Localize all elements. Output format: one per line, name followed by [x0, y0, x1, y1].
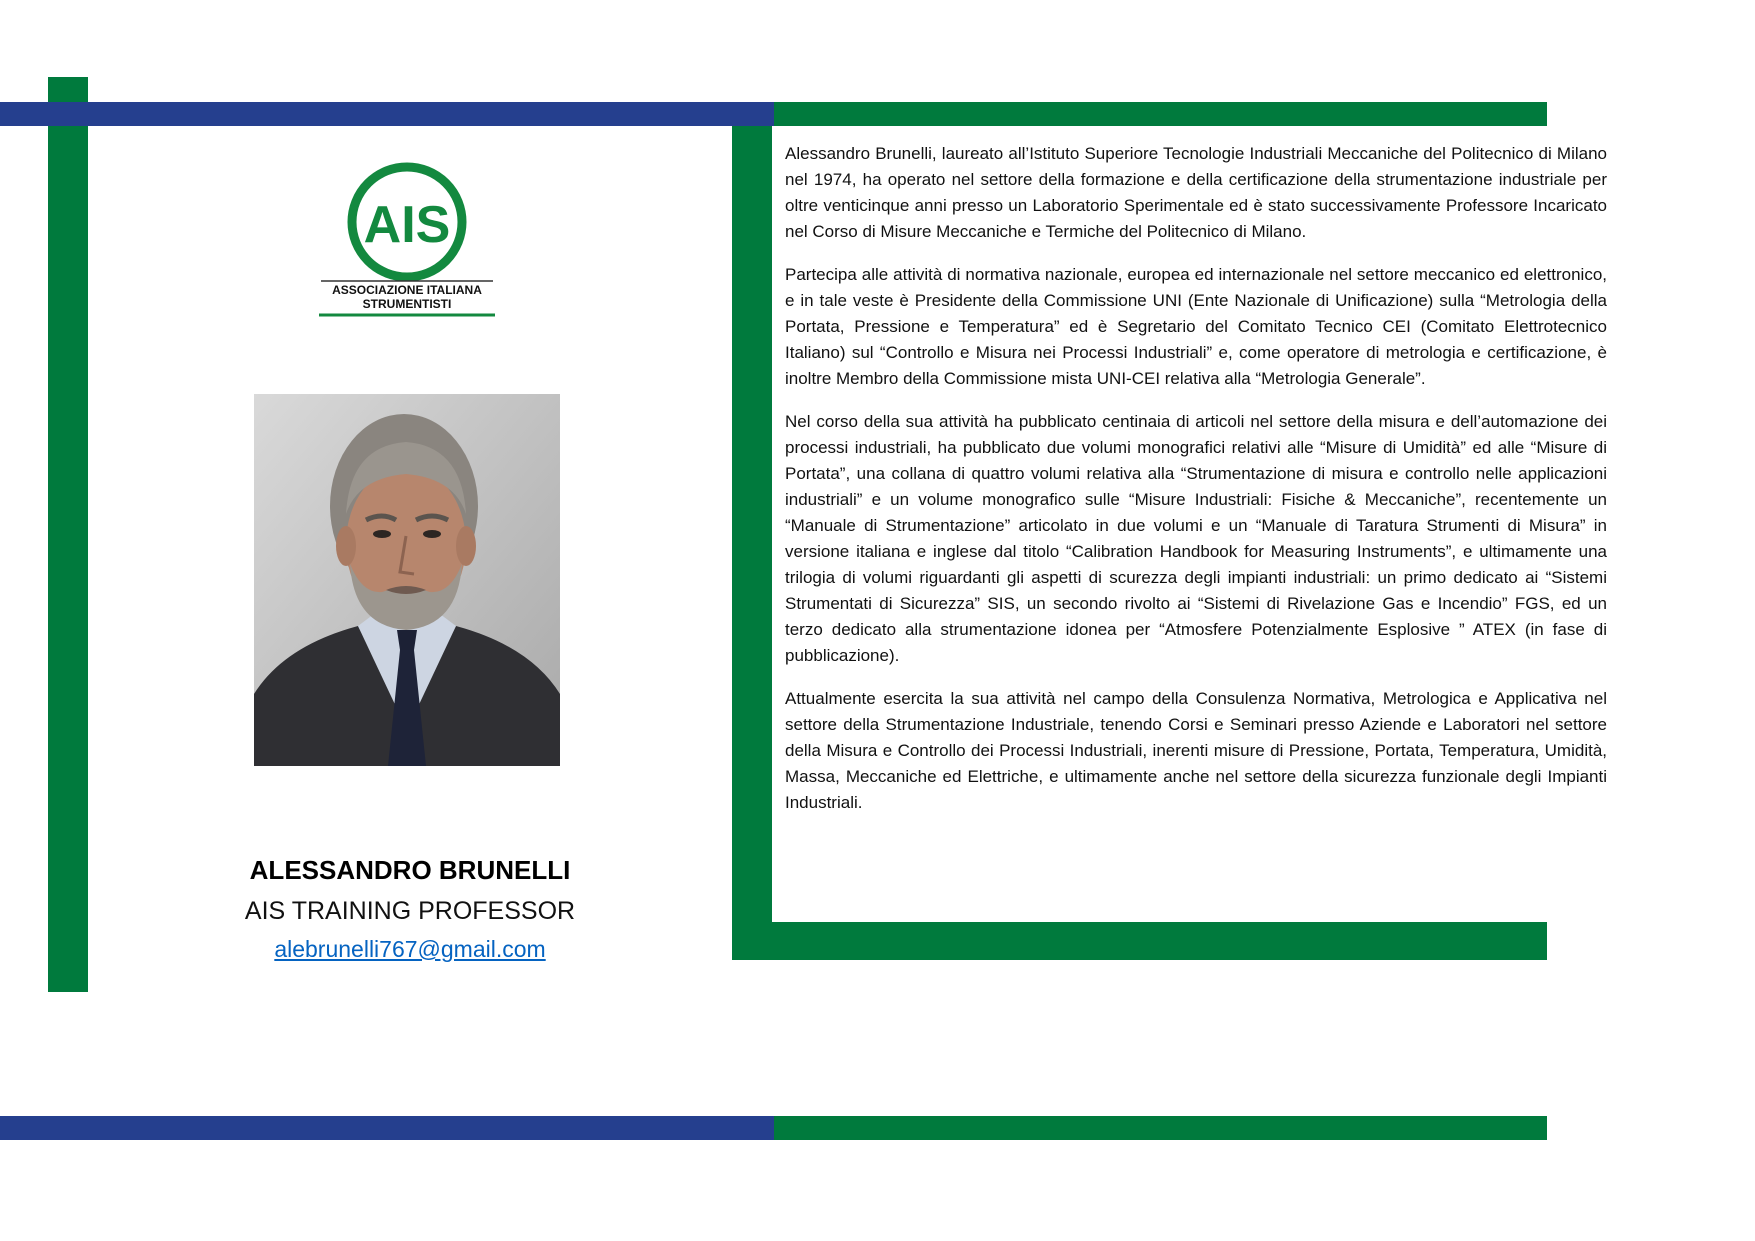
logo-initials: AIS [363, 196, 451, 254]
bio-frame-bottom-bar [732, 922, 1547, 960]
bio-text [785, 141, 1607, 833]
profile-name: ALESSANDRO BRUNELLI [249, 855, 571, 885]
bottom-green-bar [774, 1116, 1547, 1140]
bio-paragraph: Alessandro Brunelli, laureato all’Istituto Superiore Tecnologie Industriali Meccaniche del Politecnico di Milano nel 1974, ha operato nel settore della formazione e della certificazione della strumentazione industriale per oltre venticinque anni presso un Laboratorio Sperimentale ed è stato successivamente Professore Incaricato nel Corso di Misure Meccaniche e Termiche del Politecnico di Milano. [785, 144, 1607, 241]
bottom-blue-bar [0, 1116, 774, 1140]
top-blue-bar [0, 102, 774, 126]
top-green-bar [774, 102, 1547, 126]
profile-role: AIS TRAINING PROFESSOR [244, 897, 576, 925]
ais-logo [317, 158, 497, 320]
logo-line-1: ASSOCIAZIONE ITALIANA [332, 283, 482, 297]
profile-email-link[interactable]: alebrunelli767@gmail.com [274, 936, 546, 962]
portrait-photo [254, 394, 560, 766]
logo-line-2: STRUMENTISTI [362, 297, 452, 311]
bio-paragraph: Partecipa alle attività di normativa nazionale, europea ed internazionale nel settore meccanico ed elettronico, e in tale veste è Presidente della Commissione UNI (Ente Nazionale di Unificazione) sulla “Metrologia della Portata, Pressione e Temperatura” ed è Segretario del Comitato Tecnico CEI (Comitato Elettrotecnico Italiano) sul “Controllo e Misura nei Processi Industriali” e, come operatore di metrologia e certificazione, è inoltre Membro della Commissione mista UNI-CEI relativa alla “Metrologia Generale”. [785, 265, 1607, 388]
profile-email-line [90, 934, 730, 964]
left-green-bar [48, 77, 88, 992]
bio-paragraph: Attualmente esercita la sua attività nel campo della Consulenza Normativa, Metrologica e Applicativa nel settore della Strumentazione Industriale, tenendo Corsi e Seminari presso Aziende e Laboratori nel settore della Misura e Controllo dei Processi Industriali, inerenti misure di Pressione, Portata, Temperatura, Umidità, Massa, Meccaniche ed Elettriche, e ultimamente anche nel settore della sicurezza funzionale degli Impianti Industriali. [785, 689, 1607, 812]
bio-frame-left-bar [732, 126, 772, 960]
bio-paragraph: Nel corso della sua attività ha pubblicato centinaia di articoli nel settore della misura e dell’automazione dei processi industriali, ha pubblicato due volumi monografici relativi alle “Misure di Umidità” ed alle “Misure di Portata”, una collana di quattro volumi relativa alla “Strumentazione di misura e controllo nelle applicazioni industriali” e un volume monografico sulle “Misure Industriali: Fisiche & Meccaniche”, recentemente un “Manuale di Strumentazione” articolato in due volumi e un “Manuale di Taratura Strumenti di Misura” in versione italiana e inglese dal titolo “Calibration Handbook for Measuring Instruments”, e ultimamente una trilogia di volumi riguardanti gli aspetti di scurezza degli impianti industriali: un primo dedicato ai “Sistemi Strumentati di Sicurezza” SIS, un secondo rivolto ai “Sistemi di Rivelazione Gas e Incendio” FGS, ed un terzo dedicato alla strumentazione idonea per “Atmosfere Potenzialmente Esplosive ” ATEX (in fase di pubblicazione). [785, 412, 1607, 665]
